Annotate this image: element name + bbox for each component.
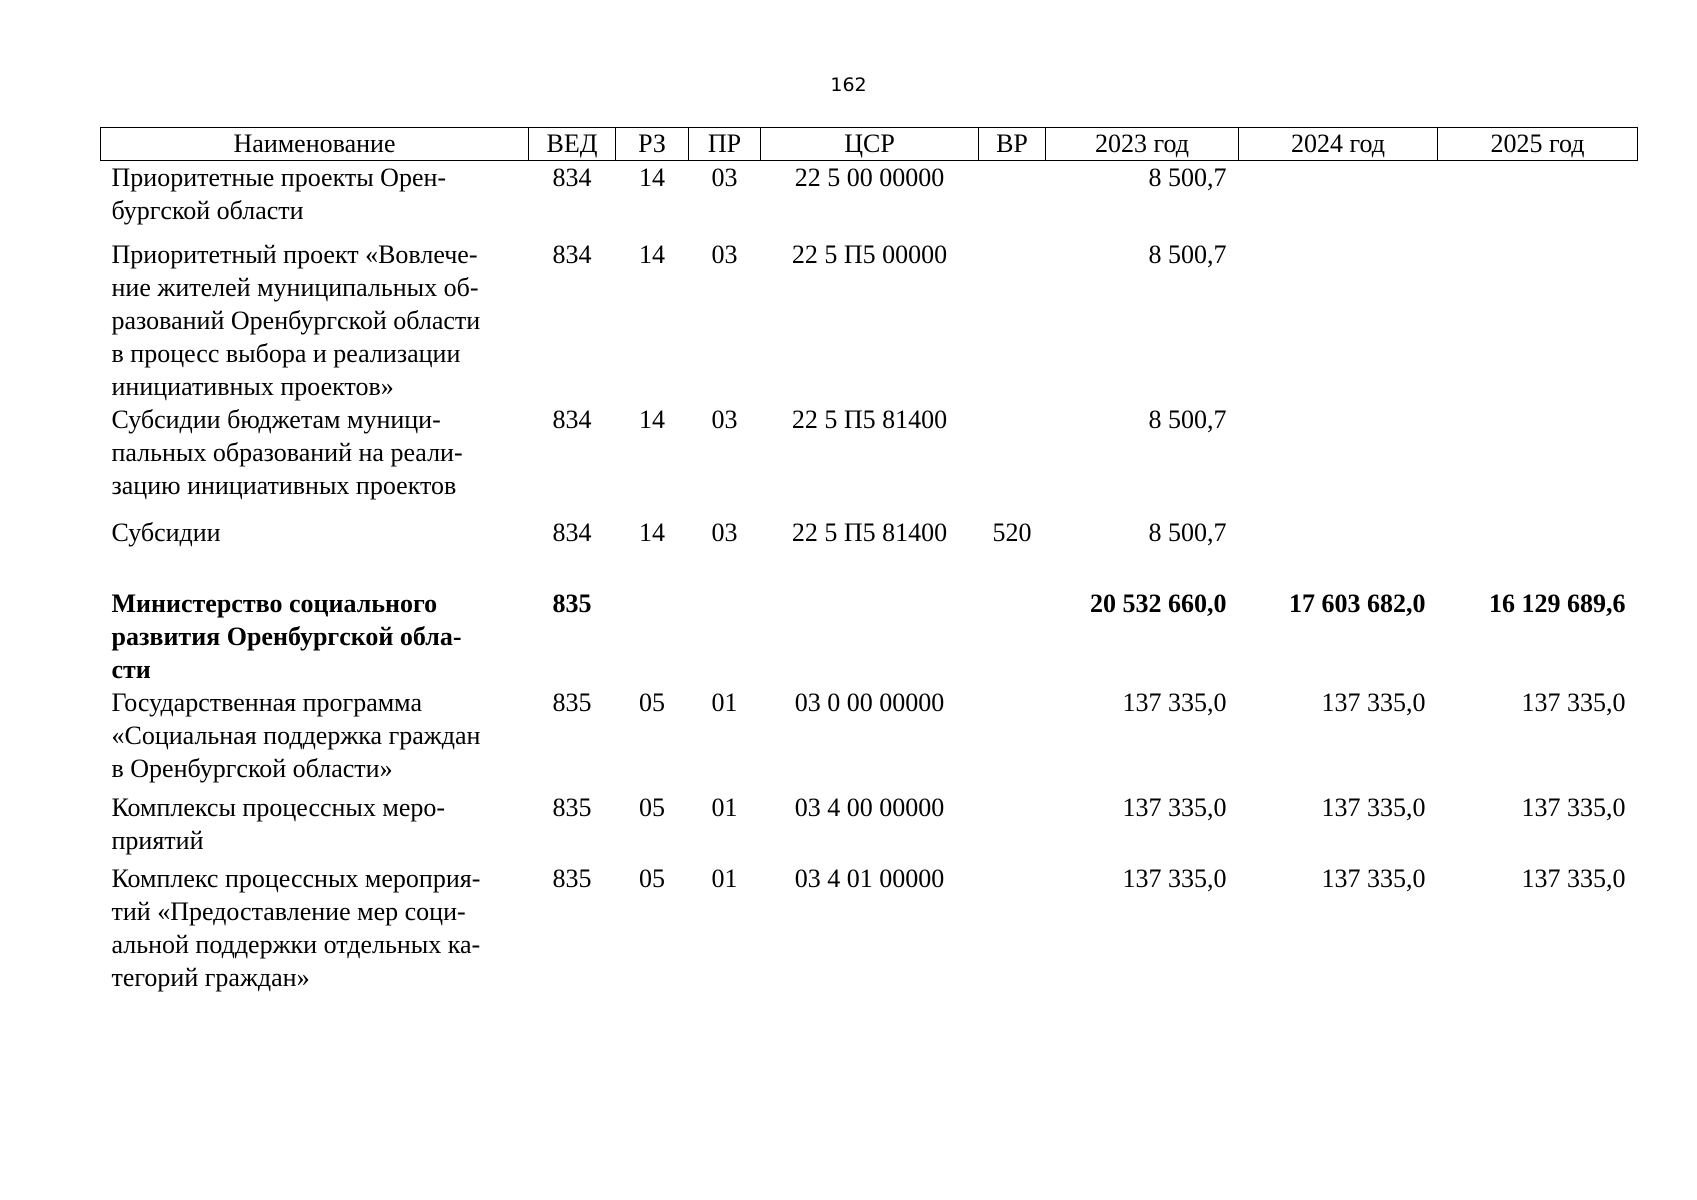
cell-ved: 834	[552, 404, 592, 434]
cell-y2024: 137 335,0	[1321, 863, 1426, 893]
cell-y2023: 137 335,0	[1122, 792, 1227, 822]
cell-y2025: 137 335,0	[1521, 687, 1626, 717]
cell-csr: 22 5 П5 00000	[791, 239, 948, 269]
cell-rz: 05	[639, 792, 665, 822]
cell-y2024	[1239, 161, 1438, 238]
page-number: 162	[830, 74, 867, 96]
cell-ved: 834	[552, 517, 592, 547]
cell-name: Комплексы процессных меро- приятий	[111, 792, 446, 855]
cell-name: Приоритетные проекты Орен- бургской области	[111, 163, 447, 225]
cell-vr	[979, 238, 1046, 403]
cell-name: Субсидии бюджетам муници- пальных образований на реали- зацию инициативных проектов	[111, 404, 463, 500]
cell-y2025	[1438, 403, 1638, 516]
cell-vr	[979, 403, 1046, 516]
header-2024: 2024 год	[1239, 128, 1438, 161]
cell-y2023: 20 532 660,0	[1090, 588, 1227, 618]
cell-vr	[979, 686, 1046, 791]
table-row	[101, 403, 1638, 516]
cell-y2025	[1438, 161, 1638, 238]
table-row	[101, 862, 1638, 1002]
header-name: Наименование	[101, 128, 529, 161]
cell-ved: 835	[552, 792, 592, 822]
cell-vr	[979, 862, 1046, 1002]
cell-name: Комплекс процессных мероприя- тий «Предоставление мер соци- альной поддержки отдельных ка- тегорий граждан»	[111, 863, 481, 992]
cell-vr	[979, 161, 1046, 238]
table-row	[101, 516, 1638, 587]
cell-ved: 835	[552, 687, 592, 717]
cell-name: Субсидии	[111, 517, 221, 547]
cell-rz: 14	[639, 163, 665, 192]
cell-ved: 834	[552, 163, 592, 192]
cell-y2025: 137 335,0	[1521, 863, 1626, 893]
cell-rz: 05	[639, 863, 665, 893]
cell-y2023: 8 500,7	[1148, 239, 1227, 269]
header-pr: ПР	[689, 128, 761, 161]
cell-pr: 03	[711, 517, 738, 547]
cell-csr: 22 5 00 00000	[794, 163, 945, 192]
cell-pr	[689, 587, 761, 686]
cell-y2023: 137 335,0	[1122, 863, 1227, 893]
cell-rz: 14	[639, 517, 665, 547]
header-2025: 2025 год	[1438, 128, 1638, 161]
cell-rz: 14	[639, 239, 665, 269]
cell-rz	[616, 587, 689, 686]
cell-rz: 05	[639, 687, 665, 717]
table-row	[101, 161, 1638, 238]
cell-y2025: 137 335,0	[1521, 792, 1626, 822]
cell-vr: 520	[992, 517, 1032, 547]
cell-csr: 03 4 01 00000	[794, 863, 945, 893]
cell-y2024: 17 603 682,0	[1289, 588, 1426, 618]
cell-y2024	[1239, 238, 1438, 403]
table-row	[101, 238, 1638, 403]
cell-pr: 03	[711, 404, 738, 434]
cell-pr: 01	[711, 792, 738, 822]
table-header-row	[101, 128, 1638, 161]
cell-y2025	[1438, 516, 1638, 587]
cell-y2024	[1239, 403, 1438, 516]
table-row	[101, 791, 1638, 862]
header-csr: ЦСР	[761, 128, 979, 161]
cell-pr: 03	[711, 163, 738, 192]
cell-ved: 834	[552, 239, 592, 269]
cell-pr: 01	[711, 687, 738, 717]
header-rz: РЗ	[616, 128, 689, 161]
table-row	[101, 686, 1638, 791]
cell-rz: 14	[639, 404, 665, 434]
cell-y2025	[1438, 238, 1638, 403]
cell-y2023: 137 335,0	[1122, 687, 1227, 717]
cell-y2023: 8 500,7	[1148, 404, 1227, 434]
cell-y2025: 16 129 689,6	[1489, 588, 1626, 618]
table-body	[101, 161, 1638, 1002]
budget-table	[100, 127, 1638, 1002]
cell-pr: 03	[711, 239, 738, 269]
cell-y2024	[1239, 516, 1438, 587]
header-ved: ВЕД	[529, 128, 616, 161]
header-2023: 2023 год	[1046, 128, 1239, 161]
cell-csr: 03 0 00 00000	[794, 687, 945, 717]
cell-csr: 03 4 00 00000	[794, 792, 945, 822]
cell-name: Государственная программа «Социальная поддержка граждан в Оренбургской области»	[111, 687, 481, 783]
cell-name: Министерство социального развития Оренбургской обла- сти	[111, 588, 462, 684]
cell-csr	[761, 587, 979, 686]
cell-y2023: 8 500,7	[1148, 517, 1227, 547]
cell-pr: 01	[711, 863, 738, 893]
cell-csr: 22 5 П5 81400	[791, 404, 948, 434]
cell-y2024: 137 335,0	[1321, 792, 1426, 822]
cell-ved: 835	[552, 863, 592, 893]
cell-ved: 835	[552, 588, 592, 618]
cell-y2024: 137 335,0	[1321, 687, 1426, 717]
cell-y2023: 8 500,7	[1148, 163, 1227, 192]
cell-vr	[979, 587, 1046, 686]
cell-csr: 22 5 П5 81400	[791, 517, 948, 547]
table-row	[101, 587, 1638, 686]
cell-name: Приоритетный проект «Вовлече- ние жителей муниципальных об- разований Оренбургской области в процесс выбора и реализации инициативных проектов»	[111, 239, 481, 401]
header-vr: ВР	[979, 128, 1046, 161]
cell-vr	[979, 791, 1046, 862]
